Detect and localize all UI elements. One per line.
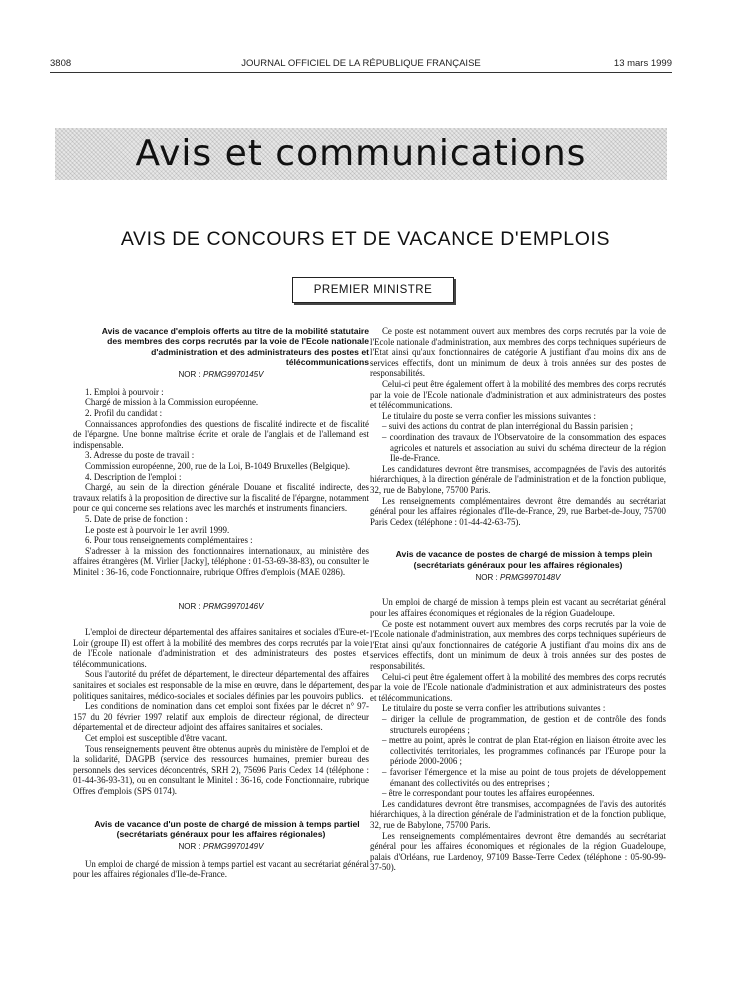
paragraph: Celui-ci peut être également offert à la mobilité des membres des corps recrutés par la voie de l'Ecole nationale d'administration et aux administrateurs des postes et télécommunications. [370,378,666,411]
journal-title: JOURNAL OFFICIEL DE LA RÉPUBLIQUE FRANÇAISE [241,58,481,69]
paragraph: Connaissances approfondies des questions de fiscalité indirecte et de fiscalité de l'épargne. Une bonne maîtrise écrite et orale de l'anglais et de l'allemand est indispensable. [73,418,369,450]
nor-label: NOR : [475,572,498,582]
paragraph: Tous renseignements peuvent être obtenus auprès du ministère de l'emploi et de la solidarité, DAGPB (service des ressources humaines, premier bureau des personnels des services déconcentrés, SRH 2), 75696 Paris Cedex 14 (téléphone : 01-44-36-93-31), ou en consultant le Minitel : 36-16, code Fonctionnaire, rubrique Offres d'emplois (SPS 0174). [73,743,369,796]
nor-reference [73,370,369,381]
list-item: – être le correspondant pour toutes les affaires européennes. [382,788,595,799]
attribution-list [370,714,666,799]
banner-title: Avis et communications [135,133,587,174]
notice-title: Avis de vacance d'emplois offerts au titre de la mobilité statutaire des membres des corps recrutés par la voie de l'Ecole nationale d'administration et des administrateurs des postes et télécommunications [101,326,369,367]
paragraph: 5. Date de prise de fonction : [85,513,188,524]
column-right [370,326,666,873]
ministry-box: PREMIER MINISTRE [292,277,454,303]
mission-list [370,421,666,463]
paragraph: Les conditions de nomination dans cet emploi sont fixées par le décret n° 97-157 du 20 février 1997 relatif aux emplois de directeur régional, de directeur départemental et de directeur adjoint des affaires sanitaires et sociales. [73,701,369,733]
paragraph: Cet emploi est susceptible d'être vacant. [85,733,228,743]
list-item: – mettre au point, après le contrat de plan Etat-région en liaison étroite avec les collectivités territoriales, les programmes cofinancés par l'Europe pour la période 2000-2006 ; [382,735,666,767]
paragraph: Commission européenne, 200, rue de la Loi, B-1049 Bruxelles (Belgique). [85,460,350,471]
paragraph: 3. Adresse du poste de travail : [85,450,195,461]
notice-title: Avis de vacance de postes de chargé de mission à temps plein (secrétariats généraux pour les affaires régionales) [395,549,653,570]
list-item: – suivi des actions du contrat de plan interrégional du Bassin parisien ; [382,421,633,432]
paragraph: Le titulaire du poste se verra confier les attributions suivantes : [382,703,606,714]
nor-code: PRMG9970146V [202,602,264,612]
issue-date: 13 mars 1999 [613,58,672,69]
paragraph: Ce poste est notamment ouvert aux membres des corps recrutés par la voie de l'Ecole nationale d'administration, aux membres des corps techniques supérieurs de l'Etat ainsi qu'aux fonctionnaires de catégorie A justifiant d'au moins dix ans de services effectifs, dont un minimum de deux à trois années sur des postes de responsabilités. [370,326,666,379]
paragraph: Les candidatures devront être transmises, accompagnées de l'avis des autorités hiérarchiques, à la direction générale de l'administration et de la fonction publique, 32, rue de Babylone, 75700 Paris. [370,463,666,495]
spacer [370,589,666,597]
nor-code: PRMG9970148V [499,572,561,582]
section-title: AVIS DE CONCOURS ET DE VACANCE D'EMPLOIS [120,228,611,250]
paragraph: Les candidatures devront être transmises, accompagnées de l'avis des autorités hiérarchiques, à la direction générale de l'administration et de la fonction publique, 32, rue de Babylone, 75700 Paris. [370,798,666,830]
paragraph: 6. Pour tous renseignements complémentaires : [85,535,253,546]
nor-reference [73,602,369,613]
nor-code: PRMG9970145V [202,370,264,380]
paragraph: Celui-ci peut être également offert à la mobilité des membres des corps recrutés par la voie de l'Ecole nationale d'administration et aux administrateurs des postes et télécommunications. [370,671,666,703]
list-item: – coordination des travaux de l'Observatoire de la consommation des espaces agricoles et naturels et association au suivi du schéma directeur de la région Ile-de-France. [382,431,666,464]
paragraph: Le poste est à pourvoir le 1er avril 1999. [85,524,230,535]
paragraph: Les renseignements complémentaires devront être demandés au secrétariat général pour les affaires régionales d'Ile-de-France, 29, rue Barbet-de-Jouy, 75700 Paris Cedex (téléphone : 01-44-42-63-75). [370,495,666,527]
nor-reference [370,573,666,584]
paragraph: 1. Emploi à pourvoir : [85,386,164,397]
paragraph: Le titulaire du poste se verra confier les missions suivantes : [382,410,596,421]
nor-label: NOR : [178,370,201,380]
paragraph: Chargé, au sein de la direction générale Douane et fiscalité indirecte, des travaux relatifs à la proposition de directive sur la fiscalité de l'épargne, notamment pour ce qui concerne ses relations avec les marchés et instruments financiers. [73,482,369,514]
notice-title: Avis de vacance d'un poste de chargé de mission à temps partiel (secrétariats généraux pour les affaires régionales) [94,818,360,839]
header-rule [50,72,672,73]
paragraph: 2. Profil du candidat : [85,407,163,418]
paragraph: Chargé de mission à la Commission européenne. [85,397,259,408]
section-banner [55,128,667,180]
page-number: 3808 [50,58,72,69]
list-item: – favoriser l'émergence et la mise au point de tous projets de développement émanant des collectivités ou des entreprises ; [382,766,666,788]
paragraph: 4. Description de l'emploi : [85,471,182,482]
nor-code: PRMG9970149V [202,842,264,852]
spacer [370,527,666,549]
spacer [73,577,369,599]
nor-label: NOR : [178,842,201,852]
nor-reference [73,842,369,853]
list-item: – diriger la cellule de programmation, de gestion et de contrôle des fonds structurels européens ; [382,714,666,735]
column-left [73,326,369,880]
nor-label: NOR : [178,602,201,612]
paragraph: Ce poste est notamment ouvert aux membres des corps recrutés par la voie de l'Ecole nationale d'administration, aux membres des corps techniques supérieurs de l'Etat ainsi qu'aux fonctionnaires de catégorie A justifiant d'au moins dix ans de services effectifs, dont un minimum de deux à trois années sur des postes de responsabilités. [370,618,666,672]
paragraph: Un emploi de chargé de mission à temps partiel est vacant au secrétariat général pour les affaires régionales d'Ile-de-France. [73,858,369,880]
paragraph: S'adresser à la mission des fonctionnaires internationaux, au ministère des affaires étrangères (M. Virlier [Jacky], téléphone : 01-53-69-38-83), ou consulter le Minitel : 36-16, code Fonctionnaire, rubrique Offres d'emplois (MAE 0286). [73,545,369,577]
spacer [73,619,369,627]
paragraph: Sous l'autorité du préfet de département, le directeur départemental des affaires sanitaires et sociales est responsable de la mise en œuvre, dans le département, des politiques sanitaires, médico-sociales et sociales définies par les pouvoirs publics. [73,669,369,701]
paragraph: Les renseignements complémentaires devront être demandés au secrétariat général pour les affaires économiques et régionales de la région Guadeloupe, palais d'Orléans, rue Lardenoy, 97109 Basse-Terre Cedex (téléphone : 05-90-99-37-50). [370,830,666,873]
paragraph: Un emploi de chargé de mission à temps plein est vacant au secrétariat général pour les affaires économiques et régionales de la région Guadeloupe. [370,597,666,619]
paragraph: L'emploi de directeur départemental des affaires sanitaires et sociales d'Eure-et-Loir (groupe II) est offert à la mobilité des membres des corps recrutés par la voie de l'Ecole nationale d'administration et des administrateurs des postes et télécommunications. [73,627,369,669]
spacer [73,797,369,819]
